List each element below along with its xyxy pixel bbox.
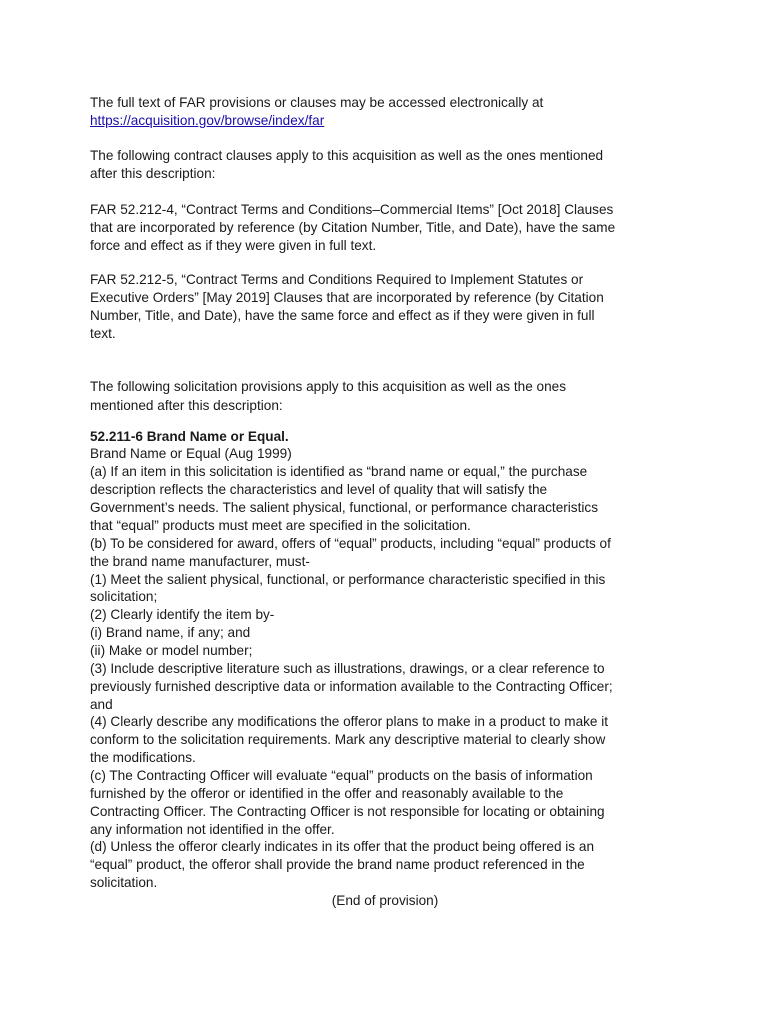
provision-text-line: Government’s needs. The salient physical, functional, or performance characteristics	[90, 500, 598, 515]
provisions-intro-line-2: mentioned after this description:	[90, 398, 283, 413]
far-52-212-5-line-1: FAR 52.212-5, “Contract Terms and Conditions Required to Implement Statutes or	[90, 272, 584, 287]
intro-text-line-1: The full text of FAR provisions or clauses may be accessed electronically at	[90, 95, 544, 110]
provision-text-line: solicitation.	[90, 875, 158, 890]
provision-text-line: (3) Include descriptive literature such as illustrations, drawings, or a clear reference to	[90, 661, 605, 676]
provision-subtitle: Brand Name or Equal (Aug 1999)	[90, 446, 292, 461]
provision-text-line: conform to the solicitation requirements. Mark any descriptive material to clearly show	[90, 732, 606, 747]
provision-text-line: description reflects the characteristics and level of quality that will satisfy the	[90, 482, 548, 497]
provision-text-line: (i) Brand name, if any; and	[90, 625, 251, 640]
provision-text-line: previously furnished descriptive data or information available to the Contracting Officer;	[90, 679, 613, 694]
provision-text-line: (2) Clearly identify the item by-	[90, 607, 275, 622]
provision-text-line: “equal” product, the offeror shall provide the brand name product referenced in the	[90, 857, 585, 872]
provision-text-line: (a) If an item in this solicitation is identified as “brand name or equal,” the purchase	[90, 464, 588, 479]
provision-text-line: the modifications.	[90, 750, 196, 765]
provision-text-line: furnished by the offeror or identified in the offer and reasonably available to the	[90, 786, 564, 801]
provision-text-line: (1) Meet the salient physical, functional, or performance characteristic specified in this	[90, 572, 606, 587]
provision-text-line: solicitation;	[90, 589, 158, 604]
far-52-212-4-line-2: that are incorporated by reference (by Citation Number, Title, and Date), have the same	[90, 220, 616, 235]
far-52-212-4-line-1: FAR 52.212-4, “Contract Terms and Conditions–Commercial Items” [Oct 2018] Clauses	[90, 202, 614, 217]
provisions-intro-line-1: The following solicitation provisions apply to this acquisition as well as the ones	[90, 379, 567, 394]
far-link[interactable]: https://acquisition.gov/browse/index/far	[90, 113, 325, 128]
clauses-intro-line-2: after this description:	[90, 166, 216, 181]
end-of-provision: (End of provision)	[331, 893, 439, 908]
provision-heading: 52.211-6 Brand Name or Equal.	[90, 429, 289, 444]
provision-text-line: (4) Clearly describe any modifications the offeror plans to make in a product to make it	[90, 714, 609, 729]
far-52-212-5-line-3: Number, Title, and Date), have the same force and effect as if they were given in full	[90, 308, 595, 323]
provision-text-line: (c) The Contracting Officer will evaluate “equal” products on the basis of information	[90, 768, 593, 783]
far-52-212-4-line-3: force and effect as if they were given in full text.	[90, 238, 377, 253]
provision-text-line: that “equal” products must meet are specified in the solicitation.	[90, 518, 471, 533]
provision-text-line: any information not identified in the offer.	[90, 822, 335, 837]
clauses-intro-line-1: The following contract clauses apply to this acquisition as well as the ones mentioned	[90, 148, 604, 163]
provision-text-line: (b) To be considered for award, offers of “equal” products, including “equal” products of	[90, 536, 611, 551]
provision-text-line: Contracting Officer. The Contracting Officer is not responsible for locating or obtaining	[90, 804, 605, 819]
provision-text-line: (ii) Make or model number;	[90, 643, 253, 658]
provision-text-line: and	[90, 697, 113, 712]
provision-text-line: (d) Unless the offeror clearly indicates in its offer that the product being offered is an	[90, 839, 595, 854]
provision-text-line: the brand name manufacturer, must-	[90, 554, 310, 569]
far-52-212-5-line-2: Executive Orders” [May 2019] Clauses that are incorporated by reference (by Citation	[90, 290, 604, 305]
far-52-212-5-line-4: text.	[90, 326, 116, 341]
